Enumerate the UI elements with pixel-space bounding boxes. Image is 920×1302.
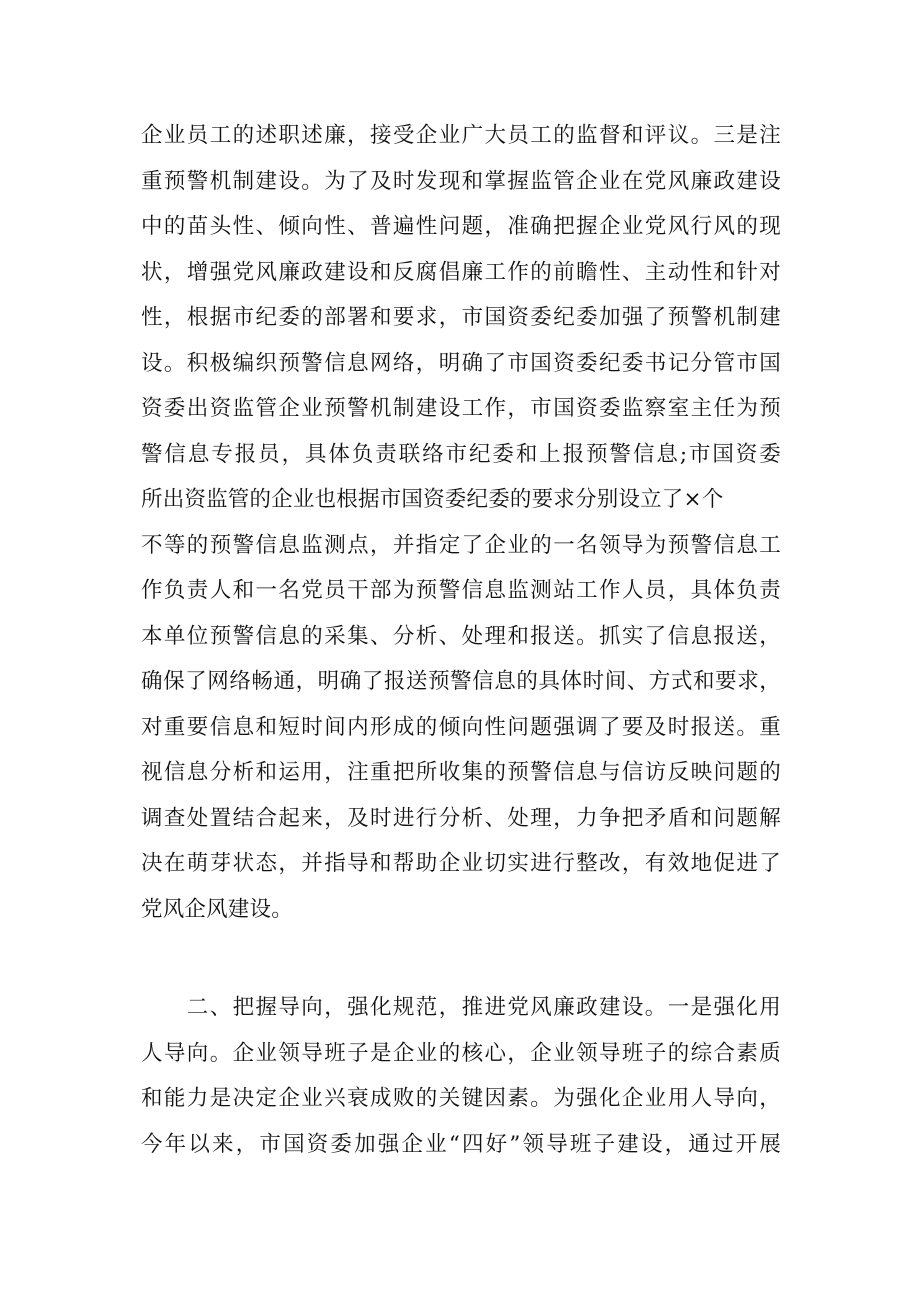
paragraph-1-line: 决在萌芽状态，并指导和帮助企业切实进行整改，有效地促进了: [141, 851, 781, 876]
paragraph-1-line: 设。积极编织预警信息网络，明确了市国资委纪委书记分管市国: [141, 350, 781, 376]
paragraph-2-line: 人导向。企业领导班子是企业的核心，企业领导班子的综合素质: [141, 1040, 781, 1066]
paragraph-1-line: 企业员工的述职述廉，接受企业广大员工的监督和评议。三是注: [141, 123, 781, 148]
paragraph-2-line: 今年以来，市国资委加强企业“四好”领导班子建设，通过开展: [141, 1131, 781, 1157]
paragraph-1-line: 党风企风建设。: [141, 896, 293, 922]
paragraph-2-line: 和能力是决定企业兴衰成败的关键因素。为强化企业用人导向，: [141, 1086, 781, 1111]
paragraph-1-line: 对重要信息和短时间内形成的倾向性问题强调了要及时报送。重: [141, 714, 781, 740]
paragraph-2-line: 二、把握导向，强化规范，推进党风廉政建设。一是强化用: [141, 995, 781, 1020]
paragraph-1-line: 作负责人和一名党员干部为预警信息监测站工作人员，具体负责: [141, 578, 781, 603]
paragraph-1: [141, 113, 781, 932]
paragraph-1-line: 确保了网络畅通，明确了报送预警信息的具体时间、方式和要求，: [141, 669, 781, 694]
paragraph-1-line: 本单位预警信息的采集、分析、处理和报送。抓实了信息报送，: [141, 623, 781, 649]
paragraph-1-line: 重预警机制建设。为了及时发现和掌握监管企业在党风廉政建设: [141, 168, 781, 194]
paragraph-1-line: 视信息分析和运用，注重把所收集的预警信息与信访反映问题的: [141, 760, 781, 785]
paragraph-1-line: 资委出资监管企业预警机制建设工作，市国资委监察室主任为预: [141, 396, 781, 421]
paragraph-1-line: 不等的预警信息监测点，并指定了企业的一名领导为预警信息工: [141, 532, 781, 558]
paragraph-1-line: 调查处置结合起来，及时进行分析、处理，力争把矛盾和问题解: [141, 805, 781, 831]
paragraph-1-line: 所出资监管的企业也根据市国资委纪委的要求分别设立了×个: [141, 487, 724, 512]
paragraph-1-line: 中的苗头性、倾向性、普遍性问题，准确把握企业党风行风的现: [141, 214, 781, 239]
paragraph-1-line: 性，根据市纪委的部署和要求，市国资委纪委加强了预警机制建: [141, 305, 781, 330]
paragraph-1-line: 警信息专报员，具体负责联络市纪委和上报预警信息;市国资委: [141, 441, 781, 467]
paragraph-2: [141, 985, 781, 1167]
paragraph-1-line: 状，增强党风廉政建设和反腐倡廉工作的前瞻性、主动性和针对: [141, 259, 781, 285]
